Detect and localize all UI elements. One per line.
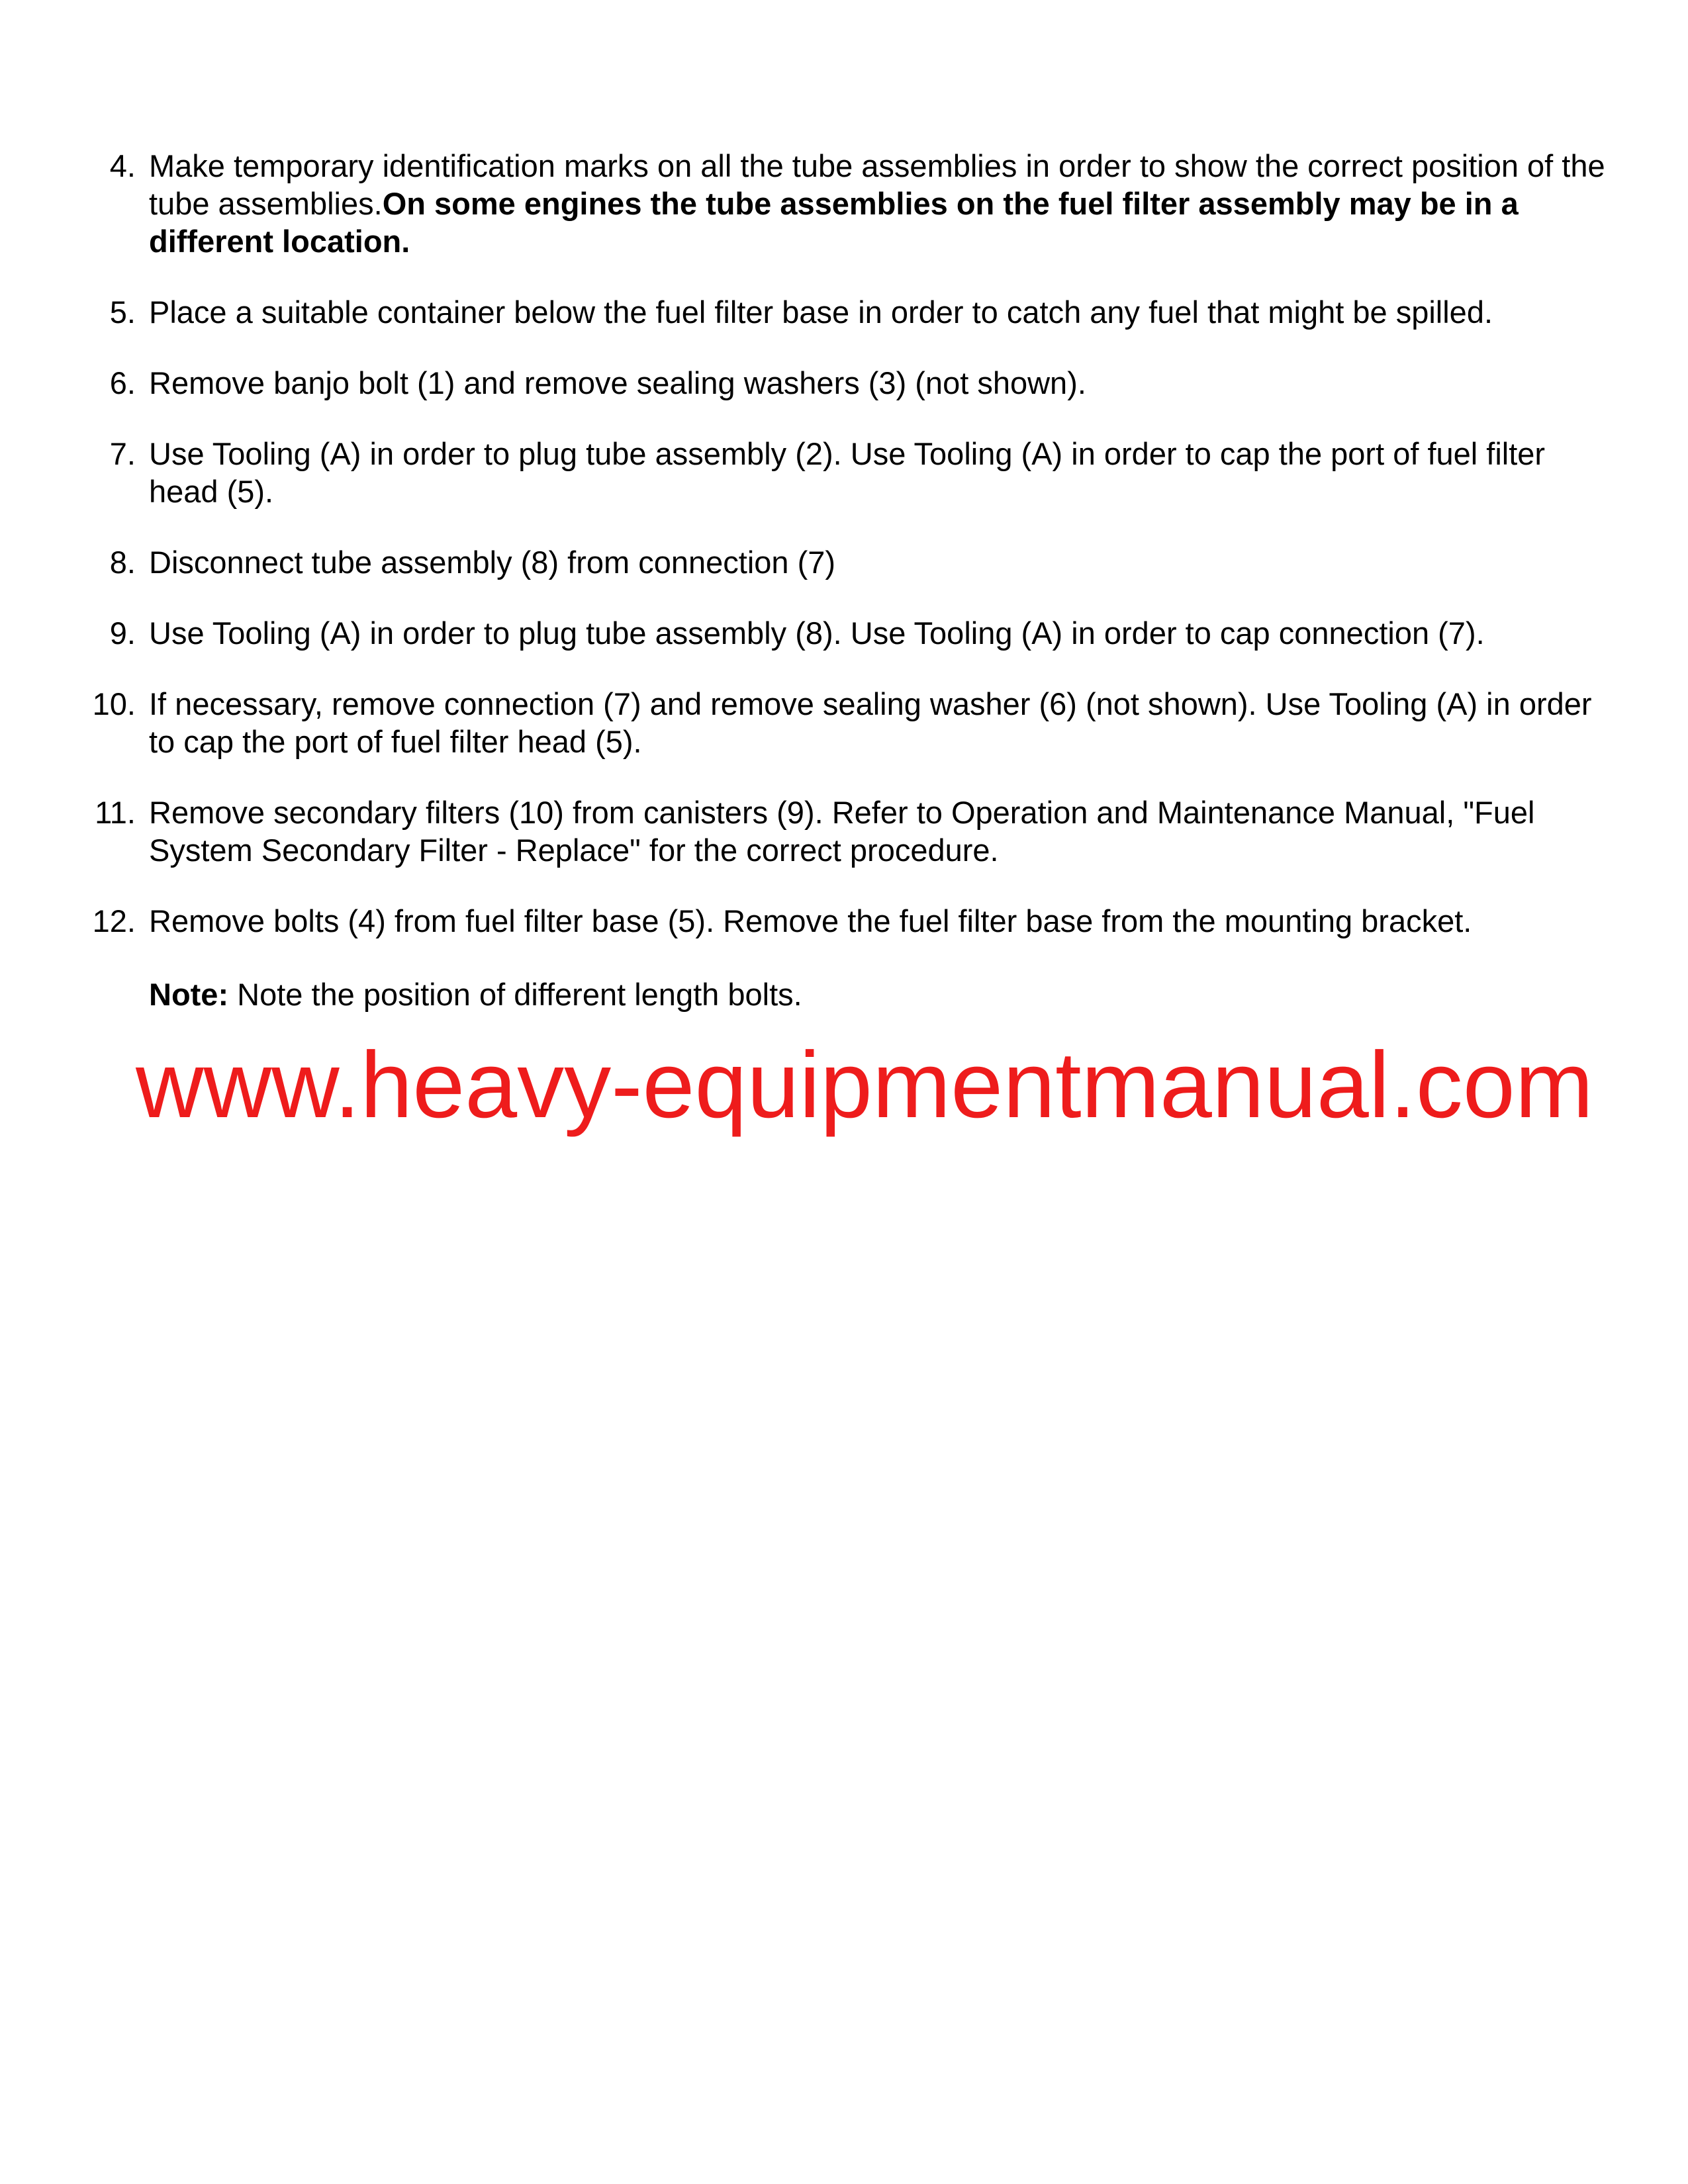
step-12 (79, 902, 1615, 940)
step-number: 12. (92, 903, 136, 938)
step-5 (79, 293, 1615, 331)
procedure-steps (79, 147, 1615, 973)
step-11 (79, 794, 1615, 869)
step-text: Use Tooling (A) in order to plug tube assembly (8). Use Tooling (A) in order to cap connection (7). (149, 615, 1485, 651)
step-number: 10. (92, 686, 136, 721)
step-number: 9. (109, 615, 136, 651)
note-label: Note: (149, 977, 229, 1012)
step-text: Place a suitable container below the fuel filter base in order to catch any fuel that might be spilled. (149, 295, 1493, 330)
step-number: 7. (109, 436, 136, 471)
step-number: 5. (109, 295, 136, 330)
note-text: Note the position of different length bolts. (228, 977, 802, 1012)
step-number: 6. (109, 365, 136, 400)
step-9 (79, 614, 1615, 652)
step-text (149, 147, 1615, 260)
step-7 (79, 435, 1615, 510)
step-text: Remove secondary filters (10) from canisters (9). Refer to Operation and Maintenance Manual, "Fuel System Secondary Filter - Replace" for the correct procedure. (149, 795, 1535, 868)
step-number: 4. (109, 148, 136, 183)
step-number: 11. (95, 795, 136, 830)
step-warning: On some engines the tube assemblies on the fuel filter assembly may be in a different location. (149, 186, 1519, 259)
step-text: Use Tooling (A) in order to plug tube assembly (2). Use Tooling (A) in order to cap the port of fuel filter head (5). (149, 436, 1546, 509)
step-text: Disconnect tube assembly (8) from connection (7) (149, 545, 836, 580)
step-number: 8. (109, 545, 136, 580)
step-6 (79, 364, 1615, 402)
note (149, 976, 802, 1013)
step-text: Remove banjo bolt (1) and remove sealing washers (3) (not shown). (149, 365, 1086, 400)
watermark-url[interactable]: www.heavy-equipmentmanual.com (136, 1032, 1594, 1138)
step-text: If necessary, remove connection (7) and remove sealing washer (6) (not shown). Use Tooling (A) in order to cap the port of fuel filter head (5). (149, 686, 1592, 759)
step-8 (79, 543, 1615, 581)
step-10 (79, 685, 1615, 760)
step-text: Remove bolts (4) from fuel filter base (5). Remove the fuel filter base from the mounting bracket. (149, 903, 1472, 938)
step-4 (79, 147, 1615, 260)
step-body: Make temporary identification marks on all the tube assemblies in order to show the correct position of the tube assemblies. (149, 148, 1605, 221)
